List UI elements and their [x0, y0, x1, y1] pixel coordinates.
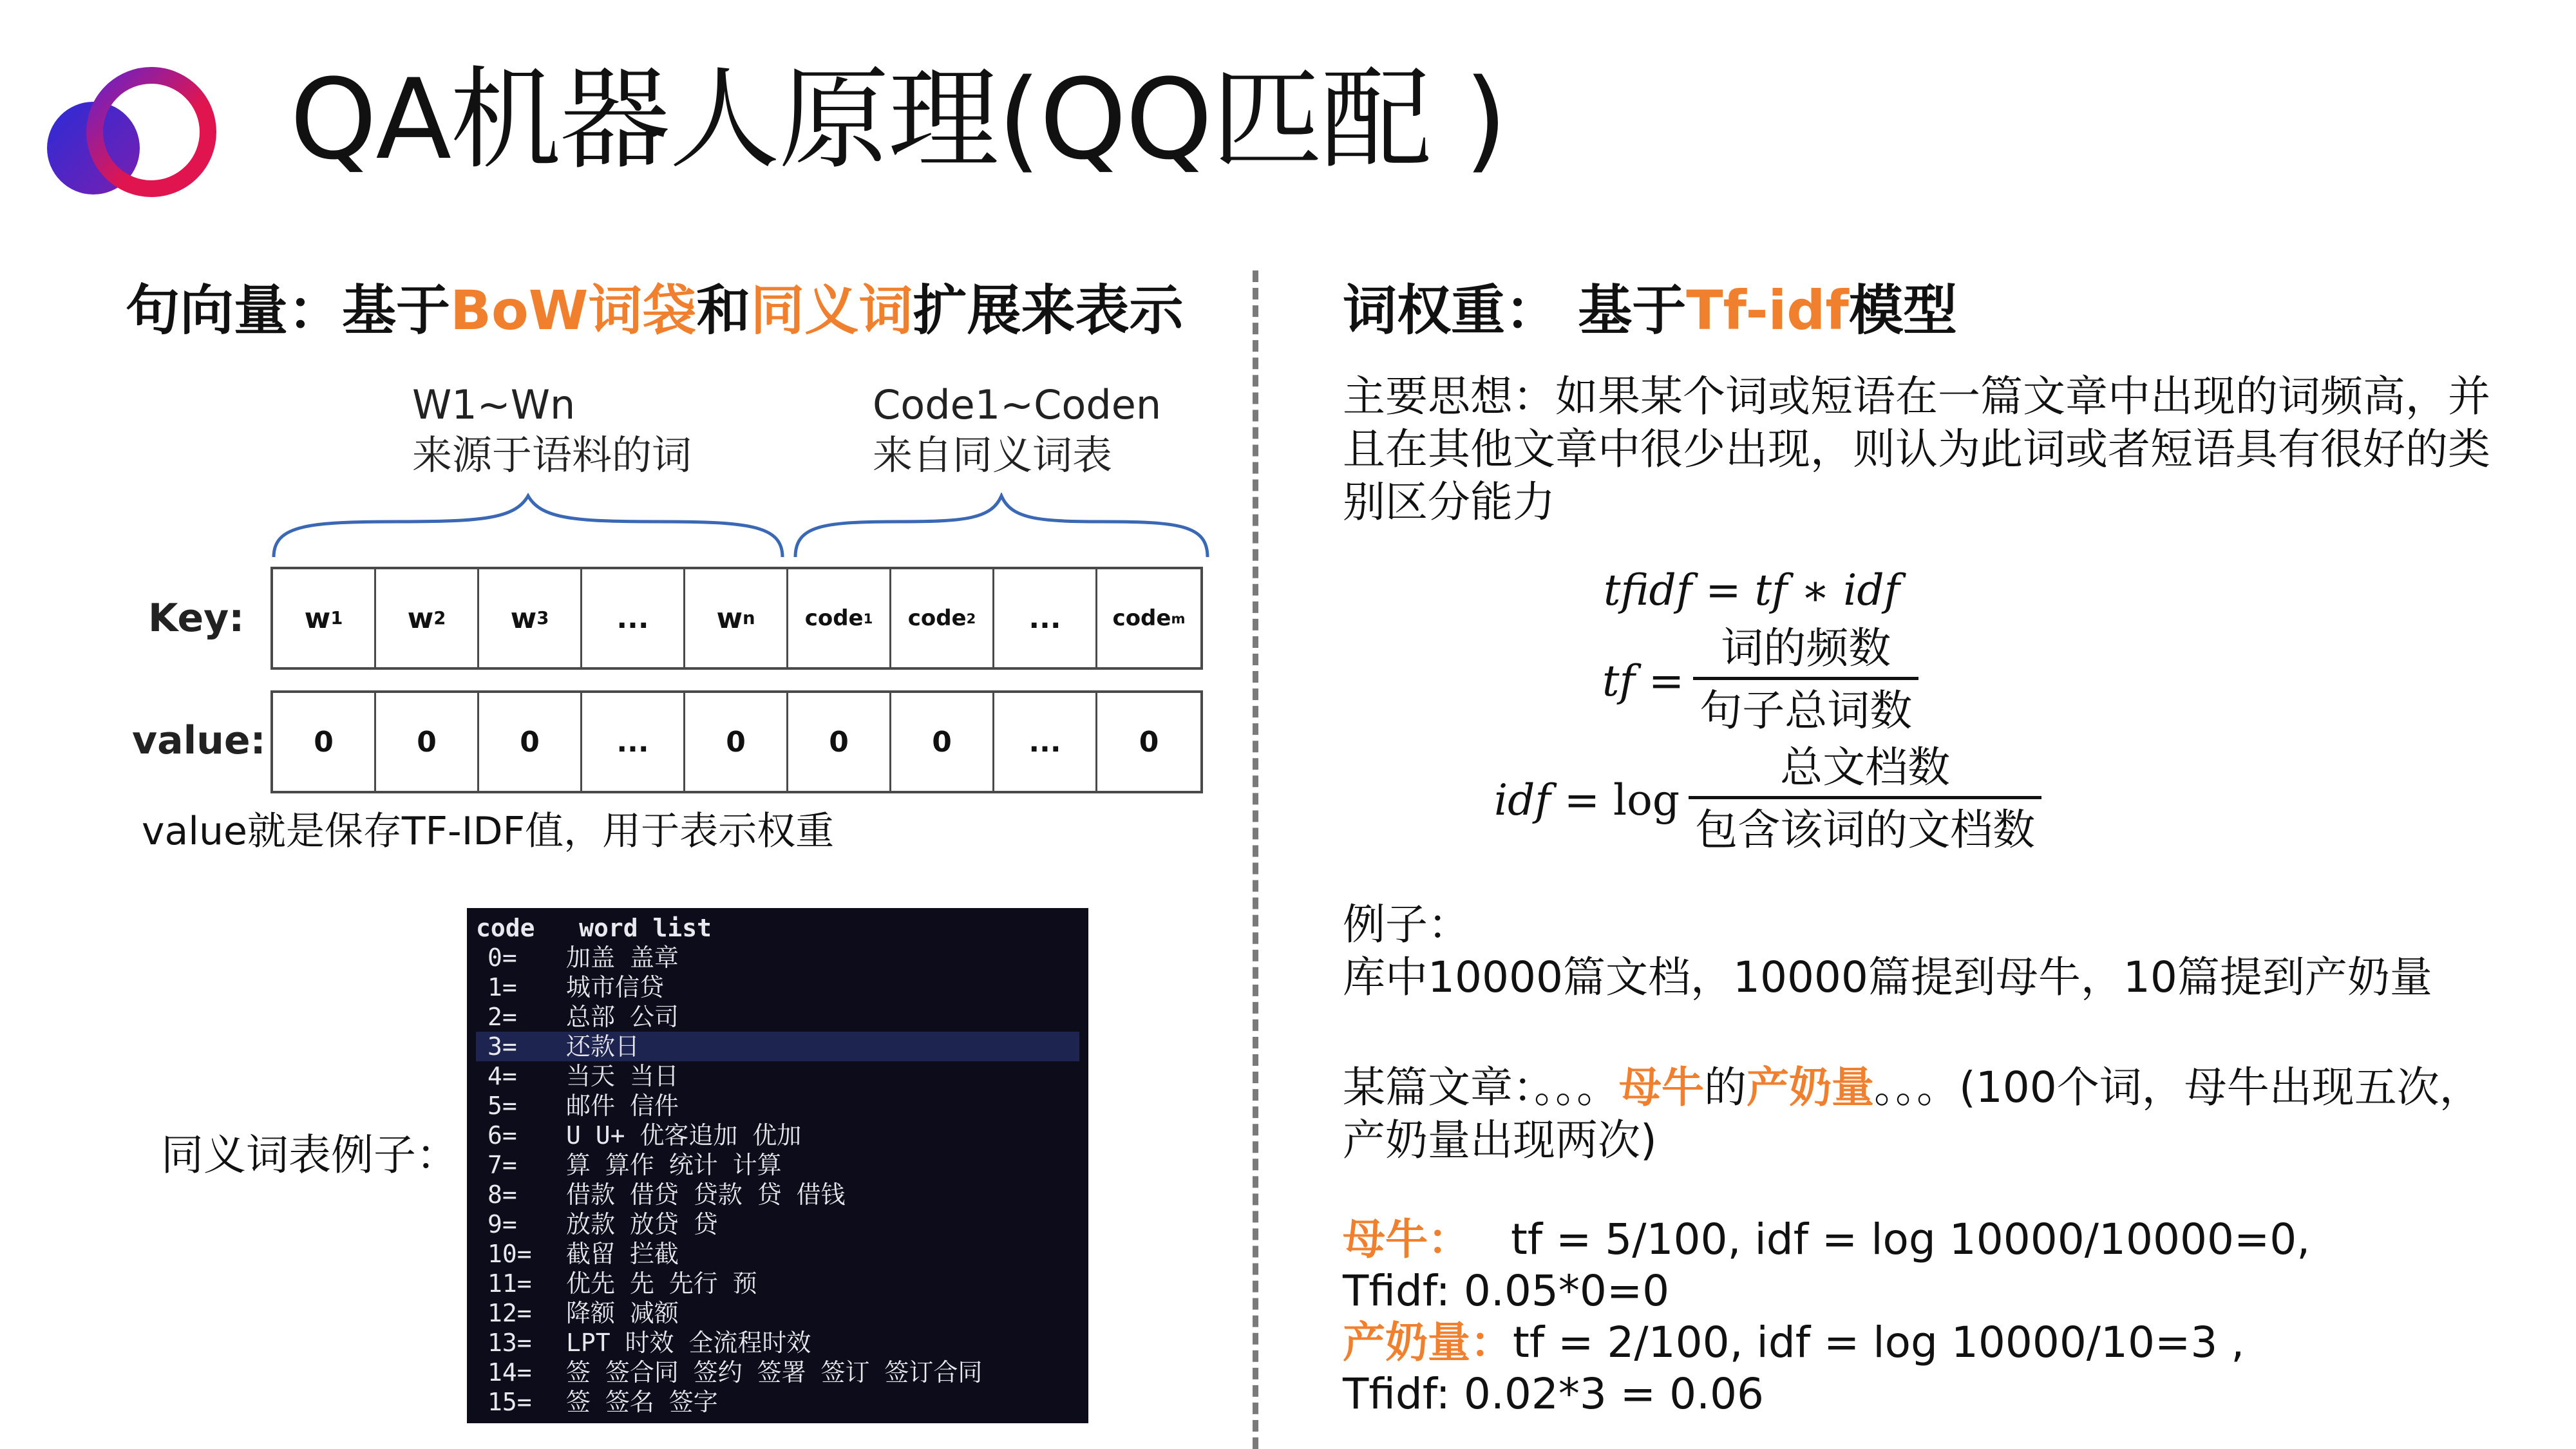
example-title: 例子： [1343, 900, 1470, 949]
terminal-row [476, 1032, 1079, 1061]
key-cell: code 1 [788, 569, 891, 667]
terminal-words: 还款日 [566, 1032, 640, 1061]
key-cell: w 3 [479, 569, 582, 667]
key-label: Key: [148, 596, 245, 641]
value-cell: ... [582, 693, 685, 791]
value-cell: 0 [891, 693, 994, 791]
code-group-label [873, 380, 1161, 480]
heading-highlight-tfidf: Tf-idf [1686, 279, 1849, 342]
key-cell: ... [582, 569, 685, 667]
tf-fraction: $\frac{\text{词的频数}}{\text{句子总词数}}$ [1693, 620, 1918, 742]
heading-highlight-bow: BoW词袋 [450, 279, 697, 342]
logo-icon [39, 64, 232, 200]
heading-text: 扩展来表示 [913, 279, 1184, 342]
terminal-header: code word list [476, 914, 712, 942]
terminal-row [476, 1328, 1079, 1358]
terminal-code: 11= [488, 1269, 532, 1298]
terminal-words: 优先 先 先行 预 [566, 1269, 757, 1298]
milk-calc-line: 产奶量：tf = 2/100, idf = log 10000/10=3 , [1343, 1318, 2245, 1367]
terminal-code: 10= [488, 1240, 532, 1268]
code-group-desc: 来自同义词表 [873, 431, 1113, 478]
value-cell: 0 [1097, 693, 1200, 791]
terminal-row [476, 1209, 1079, 1239]
page-title: QA机器人原理(QQ匹配 ) [290, 55, 1506, 184]
word-group-label [412, 380, 692, 480]
terminal-words: LPT 时效 全流程时效 [566, 1329, 811, 1357]
terminal-row [476, 1239, 1079, 1269]
terminal-row [476, 1387, 1079, 1417]
word-group-desc: 来源于语料的词 [412, 431, 692, 478]
milk-tfidf-line: Tfidf: 0.02*3 = 0.06 [1343, 1369, 1765, 1419]
terminal-row [476, 1061, 1079, 1091]
terminal-row [476, 972, 1079, 1002]
terminal-code: 15= [488, 1388, 532, 1416]
value-cell: 0 [273, 693, 376, 791]
terminal-code: 14= [488, 1358, 532, 1387]
terminal-row [476, 1121, 1079, 1150]
terminal-code: 7= [488, 1151, 517, 1179]
word-group-brace [274, 496, 782, 557]
terminal-row [476, 1269, 1079, 1298]
terminal-code: 1= [488, 973, 517, 1001]
terminal-words: 截留 拦截 [566, 1240, 679, 1268]
key-cell: w 2 [376, 569, 479, 667]
terminal-words: 签 签合同 签约 签署 签订 签订合同 [566, 1358, 983, 1387]
code-group-brace [795, 496, 1208, 557]
key-cell: w 1 [273, 569, 376, 667]
highlight-cow: 母牛 [1619, 1063, 1704, 1112]
heading-text: 和 [696, 279, 751, 342]
terminal-code: 2= [488, 1003, 517, 1031]
example-text: 库中10000篇文档，10000篇提到母牛，10篇提到产奶量 [1343, 952, 2432, 1002]
main-idea-paragraph: 主要思想：如果某个词或短语在一篇文章中出现的词频高，并且在其他文章中很少出现，则认为此词或者短语具有很好的类别区分能力 [1343, 372, 2490, 527]
terminal-row [476, 1002, 1079, 1032]
terminal-code: 5= [488, 1092, 517, 1120]
terminal-code: 9= [488, 1210, 517, 1238]
terminal-words: 放款 放贷 贷 [566, 1210, 718, 1238]
formula-tf: tf = $\frac{\text{词的频数}}{\text{句子总词数}}$ [1602, 620, 1918, 742]
value-cell: 0 [685, 693, 788, 791]
terminal-words: 借款 借贷 贷款 贷 借钱 [566, 1180, 846, 1209]
value-vector [270, 690, 1203, 793]
terminal-code: 13= [488, 1329, 532, 1357]
cow-calc-line: 母牛： tf = 5/100, idf = log 10000/10000=0, [1343, 1215, 2311, 1264]
terminal-row [476, 1358, 1079, 1387]
terminal-row [476, 1091, 1079, 1121]
terminal-code: 6= [488, 1121, 517, 1150]
terminal-words: 签 签名 签字 [566, 1388, 718, 1416]
terminal-code: 8= [488, 1180, 517, 1209]
idf-fraction: $\frac{\text{总文档数}}{\text{包含该词的文档数}}$ [1689, 739, 2041, 861]
column-divider [1253, 270, 1258, 1449]
terminal-row [476, 1150, 1079, 1180]
right-section-heading [1343, 279, 1957, 342]
word-group-title: W1~Wn [412, 381, 576, 428]
formula-tfidf: tfidf = tf ∗ idf [1604, 565, 1900, 615]
terminal-code: 12= [488, 1299, 532, 1327]
code-group-title: Code1~Coden [873, 381, 1162, 428]
highlight-milk: 产奶量 [1747, 1063, 1874, 1112]
article-example: 某篇文章：。。。母牛的产奶量。。。(100个词，母牛出现五次，产奶量出现两次) [1343, 1063, 2482, 1165]
calculation-block [1343, 1214, 2534, 1420]
value-cell: 0 [479, 693, 582, 791]
terminal-words: 加盖 盖章 [566, 943, 679, 972]
key-cell: code m [1097, 569, 1200, 667]
synonym-table-terminal [467, 908, 1088, 1423]
value-cell: ... [994, 693, 1097, 791]
terminal-words: 城市信贷 [566, 973, 665, 1001]
group-braces [270, 493, 1211, 564]
terminal-words: 邮件 信件 [566, 1092, 679, 1120]
terminal-row [476, 943, 1079, 972]
terminal-code: 4= [488, 1062, 517, 1090]
terminal-code: 0= [488, 943, 517, 972]
heading-text: 词权重： 基于 [1343, 279, 1687, 342]
formula-idf: idf = log $\frac{\text{总文档数}}{\text{包含该词的文档数}}$ [1494, 739, 2041, 861]
terminal-rows [476, 943, 1079, 1417]
key-vector [270, 567, 1203, 670]
key-cell: ... [994, 569, 1097, 667]
heading-highlight-synonym: 同义词 [750, 279, 913, 342]
terminal-code: 3= [488, 1032, 517, 1061]
terminal-words: 当天 当日 [566, 1062, 679, 1090]
left-section-heading [126, 279, 1184, 342]
key-cell: w n [685, 569, 788, 667]
terminal-row [476, 1298, 1079, 1328]
heading-text: 模型 [1848, 279, 1957, 342]
terminal-words: U U+ 优客追加 优加 [566, 1121, 802, 1150]
value-note: value就是保存TF-IDF值，用于表示权重 [142, 809, 835, 854]
key-cell: code 2 [891, 569, 994, 667]
terminal-words: 总部 公司 [566, 1003, 679, 1031]
terminal-words: 降额 减额 [566, 1299, 679, 1327]
terminal-row [476, 1180, 1079, 1209]
value-cell: 0 [788, 693, 891, 791]
value-label: value: [132, 718, 266, 763]
example-block [1343, 898, 2534, 1004]
value-cell: 0 [376, 693, 479, 791]
synonym-example-label: 同义词表例子： [161, 1130, 459, 1180]
terminal-words: 算 算作 统计 计算 [566, 1151, 782, 1179]
cow-tfidf-line: Tfidf: 0.05*0=0 [1343, 1266, 1670, 1316]
heading-text: 句向量：基于 [126, 279, 451, 342]
